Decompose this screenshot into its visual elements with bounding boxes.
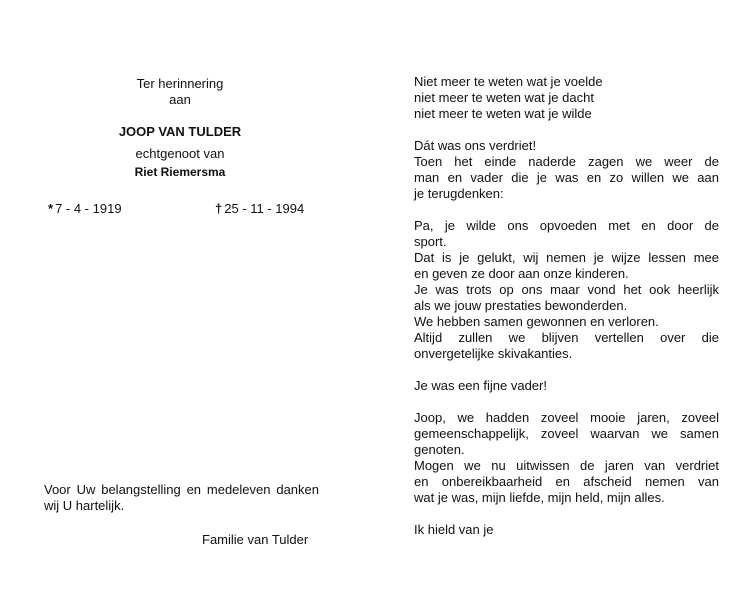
right-panel	[414, 0, 719, 598]
poem-line: je terugdenken:	[414, 186, 504, 201]
family-signature: Familie van Tulder	[202, 532, 309, 547]
poem	[414, 74, 719, 554]
poem-line: wat je was, mijn liefde, mijn held, mijn alles.	[414, 490, 665, 505]
poem-line: Niet meer te weten wat je voelde	[414, 74, 603, 89]
spouse-label: echtgenoot van	[135, 146, 225, 161]
poem-line: Pa, je wilde ons opvoeden met en door de	[414, 218, 719, 233]
poem-line: sport.	[414, 234, 447, 249]
poem-line: Toen het einde naderde zagen we weer de	[414, 154, 719, 169]
death-date-line	[215, 201, 304, 217]
poem-line: Joop, we hadden zoveel mooie jaren, zoveel	[414, 410, 719, 425]
poem-line: Dát was ons verdriet!	[414, 138, 537, 153]
poem-line: onvergetelijke skivakanties.	[414, 346, 573, 361]
thanks-line-2: wij U hartelijk.	[44, 498, 125, 513]
poem-line: als we jouw prestaties bewonderden.	[414, 298, 628, 313]
death-date: 25 - 11 - 1994	[224, 201, 305, 216]
thanks-text	[44, 482, 319, 514]
poem-paragraph-3	[414, 218, 719, 362]
birth-symbol: *	[48, 201, 54, 216]
poem-paragraph-2	[414, 138, 719, 202]
birth-date-line	[48, 201, 122, 217]
poem-line: Mogen we nu uitwissen de jaren van verdriet	[414, 458, 719, 473]
death-symbol: †	[215, 201, 223, 216]
poem-line: genoten.	[414, 442, 465, 457]
poem-line: en geven ze door aan onze kinderen.	[414, 266, 629, 281]
poem-paragraph-6	[414, 522, 719, 538]
poem-line: Je was een fijne vader!	[414, 378, 547, 393]
poem-paragraph-5	[414, 410, 719, 506]
poem-paragraph-1	[414, 74, 719, 122]
poem-line: Dat is je gelukt, wij nemen je wijze lessen mee	[414, 250, 719, 265]
poem-line: We hebben samen gewonnen en verloren.	[414, 314, 659, 329]
poem-paragraph-4	[414, 378, 719, 394]
poem-line: Altijd zullen we blijven vertellen over die	[414, 330, 719, 345]
intro-line-2: aan	[169, 92, 191, 107]
birth-date: 7 - 4 - 1919	[55, 201, 122, 216]
spouse-name: Riet Riemersma	[134, 165, 226, 179]
poem-line: en onbereikbaarheid en afscheid nemen van	[414, 474, 719, 489]
thanks-line-1: Voor Uw belangstelling en medeleven danken	[44, 482, 319, 497]
poem-line: niet meer te weten wat je dacht	[414, 90, 594, 105]
poem-line: niet meer te weten wat je wilde	[414, 106, 592, 121]
deceased-name: JOOP VAN TULDER	[118, 124, 242, 139]
poem-line: Ik hield van je	[414, 522, 494, 537]
left-panel	[0, 0, 360, 598]
poem-line: man en vader die je was en zo willen we aan	[414, 170, 719, 185]
intro-line-1: Ter herinnering	[136, 76, 224, 91]
poem-line: Je was trots op ons maar vond het ook heerlijk	[414, 282, 719, 297]
poem-line: gemeenschappelijk, zoveel waarvan we samen	[414, 426, 719, 441]
